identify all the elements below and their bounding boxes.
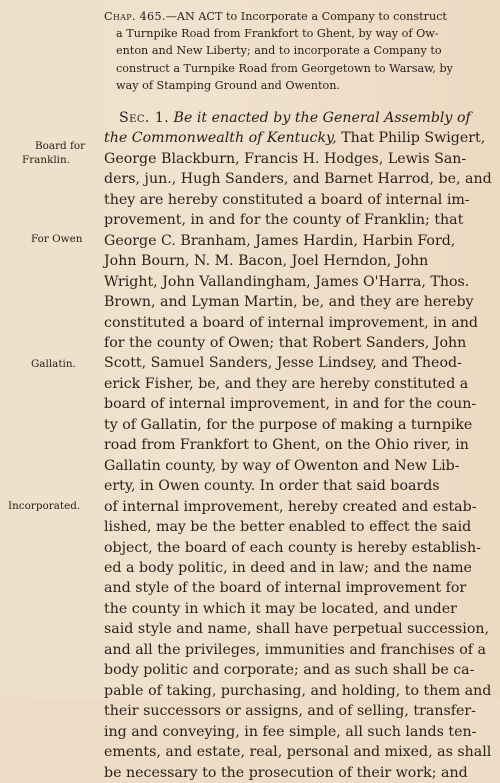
section-line: body politic and corporate; and as such shall be ca- — [104, 662, 475, 679]
section-line: their successors or assigns, and of selling, transfer- — [104, 703, 476, 720]
section-line: road from Frankfort to Ghent, on the Ohio river, in — [104, 437, 469, 454]
section-line: lished, may be the better enabled to effect the said — [104, 519, 472, 536]
section-line: pable of taking, purchasing, and holding, to them and — [104, 682, 492, 699]
act-heading-line: construct a Turnpike Road from Georgetown to Warsaw, by — [116, 61, 453, 75]
margin-note-franklin: Franklin. — [22, 154, 71, 166]
act-heading-line: enton and New Liberty; and to incorporate a Company to — [116, 44, 442, 58]
section-line: for the county of Owen; that Robert Sanders, John — [104, 334, 467, 351]
section-line: and style of the board of internal improvement for — [104, 580, 467, 597]
section-line: constituted a board of internal improvement, in and — [104, 314, 478, 331]
section-line: Wright, John Vallandingham, James O'Harra, Thos. — [104, 273, 470, 290]
section-line: Brown, and Lyman Martin, be, and they are hereby — [104, 294, 474, 311]
section-line: Gallatin county, by way of Owenton and New Lib- — [104, 457, 460, 474]
section-line: board of internal improvement, in and for the coun- — [104, 396, 477, 413]
section-line: they are hereby constituted a board of internal im- — [104, 191, 470, 208]
chapter-label: Chap. 465. — [104, 10, 166, 23]
section-line — [104, 108, 492, 128]
section-line: ty of Gallatin, for the purpose of making a turnpike — [104, 416, 473, 433]
enacting-clause: Be it enacted by the General Assembly of — [173, 110, 471, 126]
section-line: be necessary to the prosecution of their work; and — [104, 764, 468, 781]
section-line: erty, in Owen county. In order that said boards — [104, 478, 440, 495]
section-line: provement, in and for the county of Franklin; that — [104, 212, 464, 229]
section-line: of internal improvement, hereby created and estab- — [104, 498, 477, 515]
section-line: George Blackburn, Francis H. Hodges, Lewis San- — [104, 150, 467, 167]
section-line: John Bourn, N. M. Bacon, Joel Herndon, John — [104, 253, 429, 270]
margin-note-for-owen: For Owen — [31, 233, 83, 245]
act-heading-line: Chap. 465.—AN ACT to Incorporate a Company to construct — [104, 10, 447, 23]
section-line: erick Fisher, be, and they are hereby constituted a — [104, 375, 469, 392]
margin-note-board-for: Board for — [35, 140, 86, 152]
section-line: ing and conveying, in fee simple, all such lands ten- — [104, 723, 477, 740]
act-heading — [104, 8, 492, 94]
margin-note-gallatin: Gallatin. — [31, 358, 76, 370]
section-line: George C. Branham, James Hardin, Harbin Ford, — [104, 232, 456, 249]
section-line: ders, jun., Hugh Sanders, and Barnet Harrod, be, and — [104, 171, 492, 188]
section-line: and all the privileges, immunities and franchises of a — [104, 641, 486, 658]
act-heading-line: way of Stamping Ground and Owenton. — [116, 78, 340, 92]
section-line: ements, and estate, real, personal and mixed, as shall — [104, 744, 492, 761]
section-body — [104, 108, 492, 783]
section-line: Scott, Samuel Sanders, Jesse Lindsey, and Theod- — [104, 355, 462, 372]
section-line: object, the board of each county is hereby establish- — [104, 539, 481, 556]
section-line: ed a body politic, in deed and in law; and the name — [104, 559, 472, 576]
margin-note-incorporated: Incorporated. — [8, 500, 81, 512]
section-line: the county in which it may be located, and under — [104, 600, 457, 617]
section-line: the Commonwealth of Kentucky, That Philip Swigert, — [104, 130, 486, 147]
section-label: Sec. 1. — [119, 110, 170, 126]
section-line: said style and name, shall have perpetual succession, — [104, 621, 490, 638]
act-heading-line: a Turnpike Road from Frankfort to Ghent, by way of Ow- — [116, 27, 439, 41]
